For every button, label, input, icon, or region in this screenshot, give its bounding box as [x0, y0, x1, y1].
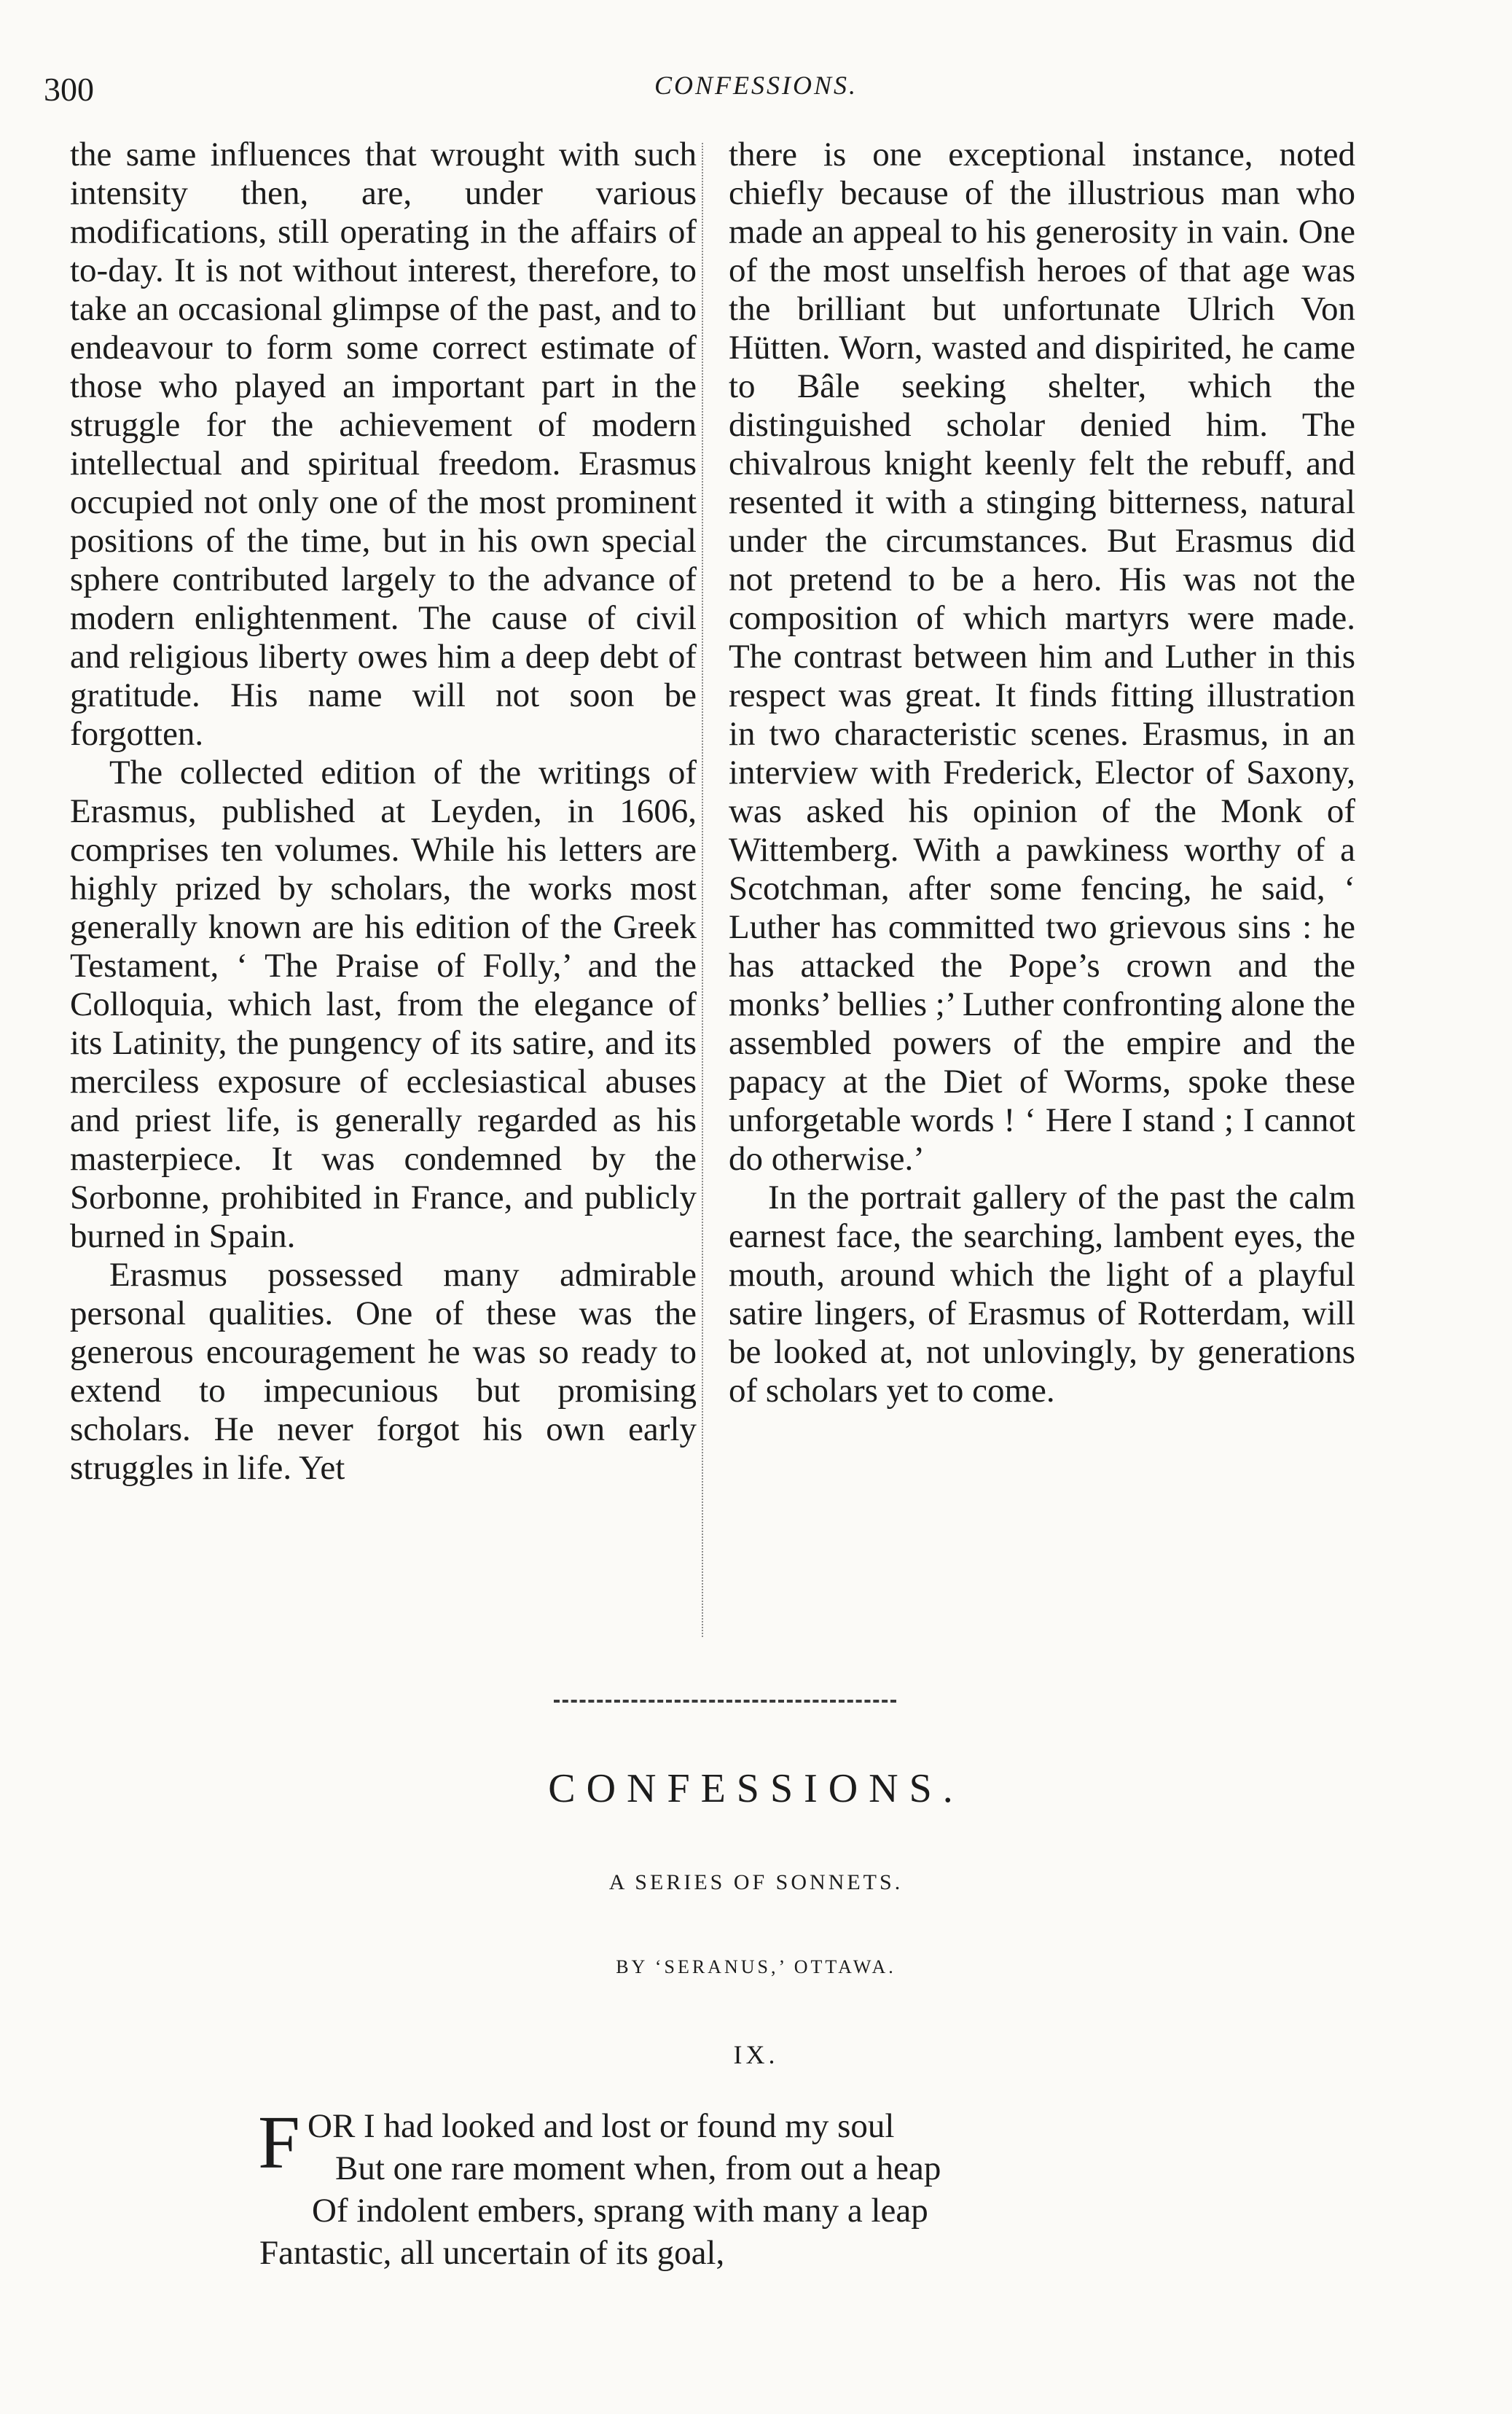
page-number: 300: [44, 71, 94, 108]
sonnet-number: IX.: [733, 2040, 779, 2069]
paragraph: the same influences that wrought with such intensity then, are, under various modifications, still operating in the affairs of to-day. It is not without interest, therefore, to take an occasional glimpse of the past, and to endeavour to form some correct estimate of those who played an important part in the struggle for the achievement of modern intellectual and spiritual freedom. Erasmus occupied not only one of the most prominent positions of the time, but in his own special sphere contributed largely to the advance of modern enlightenment. The cause of civil and religious liberty owes him a deep debt of gratitude. His name will not soon be forgotten.: [70, 136, 697, 753]
paragraph: In the portrait gallery of the past the calm earnest face, the searching, lambent eyes, the mouth, around which the light of a playful satire lingers, of Erasmus of Rotterdam, will be looked at, not unlovingly, by generations of scholars yet to come.: [729, 1179, 1355, 1410]
running-head: CONFESSIONS.: [654, 71, 858, 100]
poem-line: But one rare moment when, from out a heap: [335, 2149, 941, 2187]
poem-line: Of indolent embers, sprang with many a leap: [312, 2192, 928, 2230]
poem-line-text: OR I had looked and lost or found my soul: [308, 2107, 895, 2145]
section-divider: [554, 1700, 896, 1703]
paragraph: Erasmus possessed many admirable personal qualities. One of these was the generous encouragement he was so ready to extend to impecunious but promising scholars. He never forgot his own early struggles in life. Yet: [70, 1256, 697, 1487]
drop-cap: F: [258, 2101, 300, 2184]
paragraph: The collected edition of the writings of Erasmus, published at Leyden, in 1606, comprises ten volumes. While his letters are highly prized by scholars, the works most generally known are his edition of the Greek Testament, ‘ The Praise of Folly,’ and the Colloquia, which last, from the elegance of its Latinity, the pungency of its satire, and its merciless exposure of ecclesiastical abuses and priest life, is generally regarded as his masterpiece. It was condemned by the Sorbonne, prohibited in France, and publicly burned in Spain.: [70, 754, 697, 1255]
poem-line: Fantastic, all uncertain of its goal,: [259, 2234, 725, 2272]
article-title: CONFESSIONS.: [548, 1766, 964, 1811]
byline: BY ‘SERANUS,’ OTTAWA.: [616, 1956, 896, 1977]
article-subtitle: A SERIES OF SONNETS.: [608, 1870, 904, 1894]
column-rule: [702, 143, 703, 1637]
left-column: [70, 136, 697, 1488]
poem: [258, 2101, 941, 2274]
paragraph: there is one exceptional instance, noted chiefly because of the illustrious man who made an appeal to his generosity in vain. One of the most unselfish heroes of that age was the brilliant but unfortunate Ulrich Von Hütten. Worn, wasted and dispirited, he came to Bâle seeking shelter, which the distinguished scholar denied him. The chivalrous knight keenly felt the rebuff, and resented it with a stinging bitterness, natural under the circumstances. But Erasmus did not pretend to be a hero. His was not the composition of which martyrs were made. The contrast between him and Luther in this respect was great. It finds fitting illustration in two characteristic scenes. Erasmus, in an interview with Frederick, Elector of Saxony, was asked his opinion of the Monk of Wittemberg. With a pawkiness worthy of a Scotchman, after some fencing, he said, ‘ Luther has committed two grievous sins : he has attacked the Pope’s crown and the monks’ bellies ;’ Luther confronting alone the assembled powers of the empire and the papacy at the Diet of Worms, spoke these unforgetable words ! ‘ Here I stand ; I cannot do otherwise.’: [729, 136, 1355, 1178]
right-column: [729, 136, 1355, 1410]
